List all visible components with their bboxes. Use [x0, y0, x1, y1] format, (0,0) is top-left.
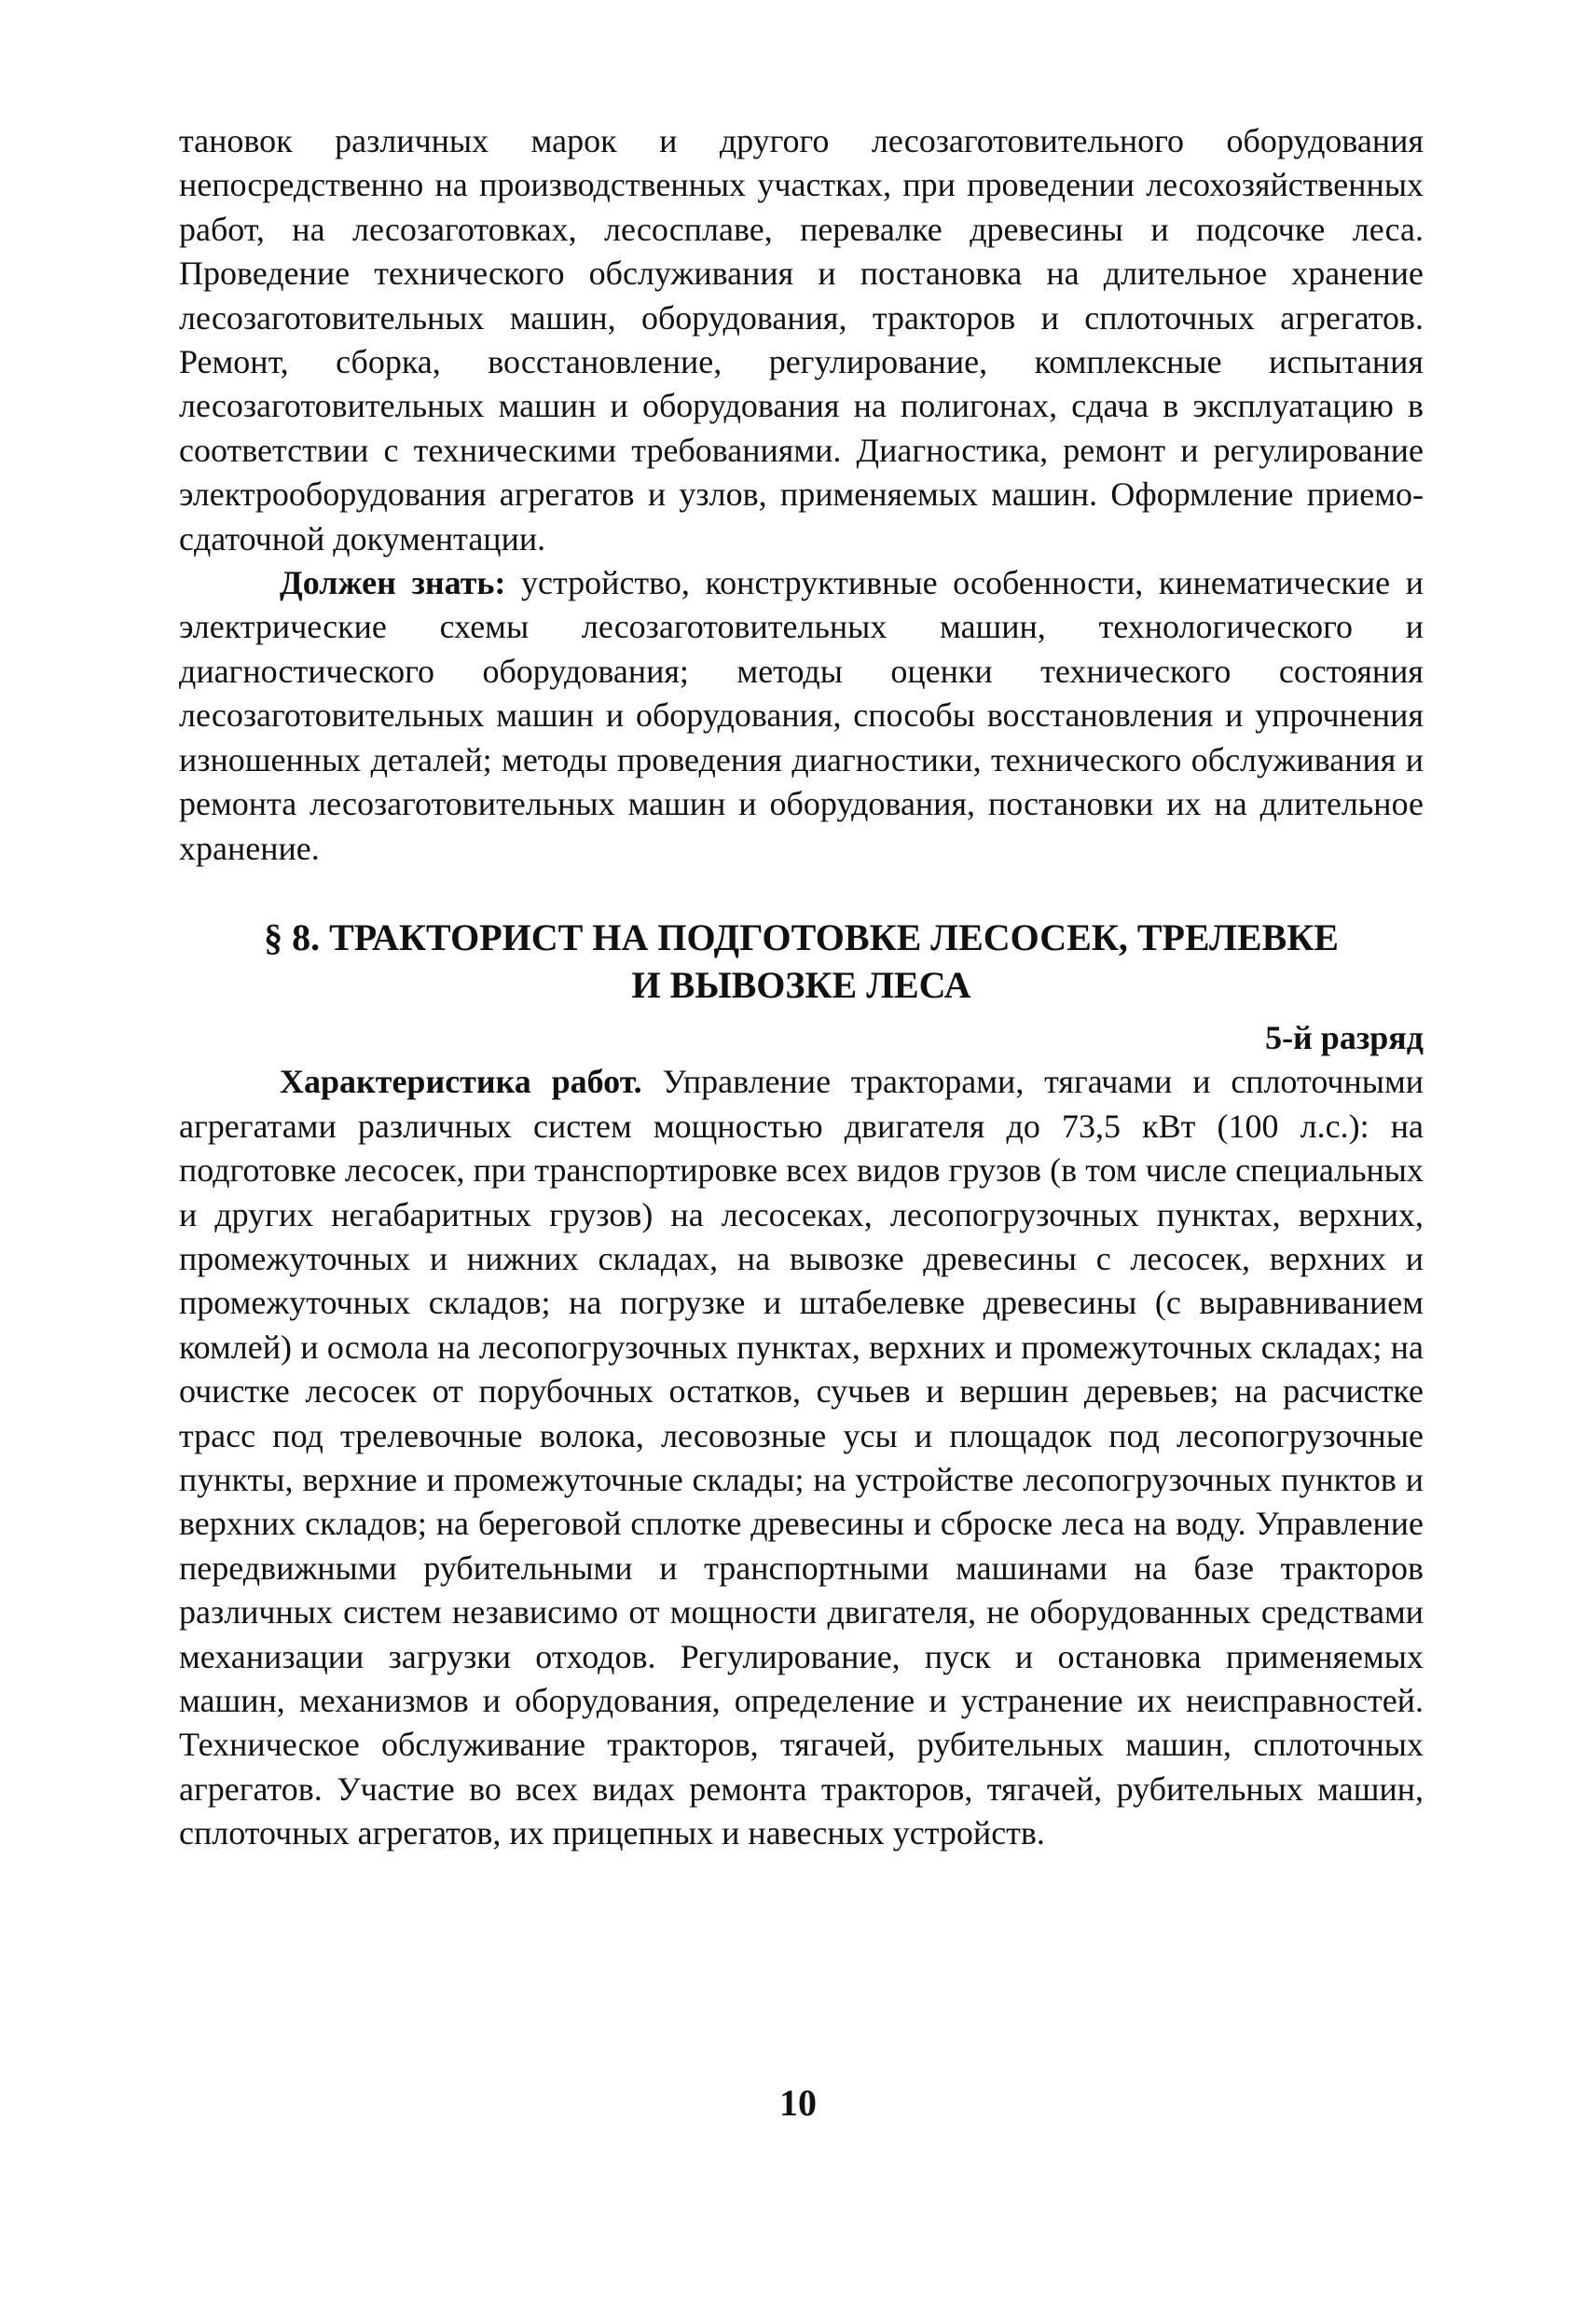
paragraph-characteristics [179, 1060, 1424, 1855]
document-page [179, 119, 1424, 1856]
section-heading-line-1: § 8. ТРАКТОРИСТ НА ПОДГОТОВКЕ ЛЕСОСЕК, ТРЕЛЕВКЕ [264, 916, 1339, 958]
knowledge-text: устройство, конструктивные особенности, кинематические и электрические схемы лесозаготовительных машин, технологического и диагностического оборудования; методы оценки технического состояния лесозаготовительных машин и оборудования, способы восстановления и упрочнения изношенных деталей; методы проведения диагностики, технического обслуживания и ремонта лесозаготовительных машин и оборудования, постановки их на длительное хранение. [179, 564, 1424, 867]
paragraph-continuation: тановок различных марок и другого лесозаготовительного оборудования непосредственно на производственных участках, при проведении лесохозяйственных работ, на лесозаготовках, лесосплаве, перевалке древесины и подсочке леса. Проведение технического обслуживания и постановка на длительное хранение лесозаготовительных машин, оборудования, тракторов и сплоточных агрегатов. Ремонт, сборка, восстановление, регулирование, комплексные испытания лесозаготовительных машин и оборудования на полигонах, сдача в эксплуатацию в соответствии с техническими требованиями. Диагностика, ремонт и регулирование электрооборудования агрегатов и узлов, применяемых машин. Оформление приемо-сдаточной документации. [179, 122, 1424, 558]
characteristics-text: Управление тракторами, тягачами и сплоточными агрегатами различных систем мощностью двигателя до 73,5 кВт (100 л.с.): на подготовке лесосек, при транспортировке всех видов грузов (в том числе специальных и других негабаритных грузов) на лесосеках, лесопогрузочных пунктах, верхних, промежуточных и нижних складах, на вывозке древесины с лесосек, верхних и промежуточных складов; на погрузке и штабелевке древесины (с выравниванием комлей) и осмола на лесопогрузочных пунктах, верхних и промежуточных складах; на очистке лесосек от порубочных остатков, сучьев и вершин деревьев; на расчистке трасс под трелевочные волока, лесовозные усы и площадок под лесопогрузочные пункты, верхние и промежуточные склады; на устройстве лесопогрузочных пунктов и верхних складов; на береговой сплотке древесины и сброске леса на воду. Управление передвижными рубительными и транспортными машинами на базе тракторов различных систем независимо от мощности двигателя, не оборудованных средствами механизации загрузки отходов. Регулирование, пуск и остановка применяемых машин, механизмов и оборудования, определение и устранение их неисправностей. Техническое обслуживание тракторов, тягачей, рубительных машин, сплоточных агрегатов. Участие во всех видах ремонта тракторов, тягачей, рубительных машин, сплоточных агрегатов, их прицепных и навесных устройств. [179, 1063, 1424, 1852]
knowledge-label: Должен знать: [280, 564, 506, 602]
characteristics-label: Характеристика работ. [280, 1063, 642, 1101]
section-heading [179, 914, 1424, 1009]
paragraph-knowledge [179, 561, 1424, 871]
section-heading-line-2: И ВЫВОЗКЕ ЛЕСА [631, 963, 971, 1006]
grade-label: 5-й разряд [1265, 1018, 1424, 1056]
page-number: 10 [779, 2082, 817, 2124]
